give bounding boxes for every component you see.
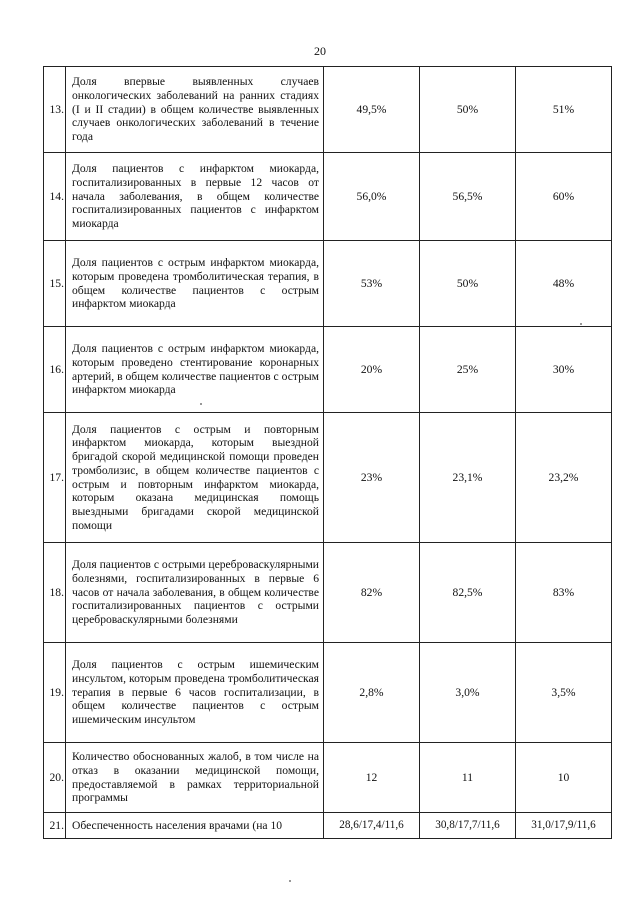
value-year-2: 56,5% [420,153,516,241]
value-year-2: 3,0% [420,643,516,743]
value-year-3: 31,0/17,9/11,6 [516,813,612,839]
table-row [44,153,612,241]
indicator-description: Доля пациентов с острым инфарктом миокарда, которым проведено стентирование коронарных артерий, в общем количестве пациентов с острым инфарктом миокарда [66,327,324,413]
indicator-description: Доля впервые выявленных случаев онкологических заболеваний на ранних стадиях (I и II стадии) в общем количестве выявленных случаев онкологических заболеваний в течение года [66,67,324,153]
value-year-2: 50% [420,241,516,327]
table-row [44,743,612,813]
value-year-1: 49,5% [324,67,420,153]
value-year-1: 28,6/17,4/11,6 [324,813,420,839]
table-row [44,643,612,743]
value-year-2: 82,5% [420,543,516,643]
value-year-1: 12 [324,743,420,813]
indicator-description: Доля пациентов с острыми цереброваскулярными болезнями, госпитализированных в первые 6 часов от начала заболевания, в общем количестве госпитализированных пациентов с острыми цереброваскулярными болезнями [66,543,324,643]
value-year-3: 10 [516,743,612,813]
value-year-3: 60% [516,153,612,241]
row-number: 15. [44,241,66,327]
value-year-1: 56,0% [324,153,420,241]
value-year-3: 48% [516,241,612,327]
value-year-3: 23,2% [516,413,612,543]
table-row [44,327,612,413]
scan-speck [580,323,582,325]
row-number: 13. [44,67,66,153]
indicators-table [43,66,612,839]
value-year-1: 20% [324,327,420,413]
value-year-2: 30,8/17,7/11,6 [420,813,516,839]
row-number: 18. [44,543,66,643]
value-year-1: 2,8% [324,643,420,743]
table-row [44,543,612,643]
indicator-description: Количество обоснованных жалоб, в том числе на отказ в оказании медицинской помощи, предоставляемой в рамках территориальной программы [66,743,324,813]
row-number: 16. [44,327,66,413]
row-number: 20. [44,743,66,813]
scan-speck [200,403,202,405]
value-year-3: 83% [516,543,612,643]
scan-speck [289,880,291,882]
row-number: 14. [44,153,66,241]
indicator-description: Доля пациентов с инфарктом миокарда, госпитализированных в первые 12 часов от начала заболевания, в общем количестве госпитализированных пациентов с инфарктом миокарда [66,153,324,241]
value-year-1: 82% [324,543,420,643]
table-row [44,67,612,153]
row-number: 17. [44,413,66,543]
indicator-description: Доля пациентов с острым и повторным инфарктом миокарда, которым выездной бригадой скорой медицинской помощи проведен тромболизис, в общем количестве пациентов с острым и повторным инфарктом миокарда, которым оказана медицинская помощь выездными бригадами скорой медицинской помощи [66,413,324,543]
table-row [44,413,612,543]
row-number: 21. [44,813,66,839]
value-year-3: 3,5% [516,643,612,743]
value-year-2: 11 [420,743,516,813]
value-year-2: 50% [420,67,516,153]
value-year-3: 51% [516,67,612,153]
value-year-1: 53% [324,241,420,327]
indicator-description: Доля пациентов с острым инфарктом миокарда, которым проведена тромболитическая терапия, в общем количестве пациентов с острым инфарктом миокарда [66,241,324,327]
value-year-2: 23,1% [420,413,516,543]
indicator-description: Обеспеченность населения врачами (на 10 [66,813,324,839]
table-row [44,813,612,839]
table-row [44,241,612,327]
row-number: 19. [44,643,66,743]
indicator-description: Доля пациентов с острым ишемическим инсультом, которым проведена тромболитическая терапия в первые 6 часов госпитализации, в общем количестве пациентов с острым ишемическим инсультом [66,643,324,743]
value-year-3: 30% [516,327,612,413]
value-year-2: 25% [420,327,516,413]
page-number: 20 [314,44,326,58]
value-year-1: 23% [324,413,420,543]
